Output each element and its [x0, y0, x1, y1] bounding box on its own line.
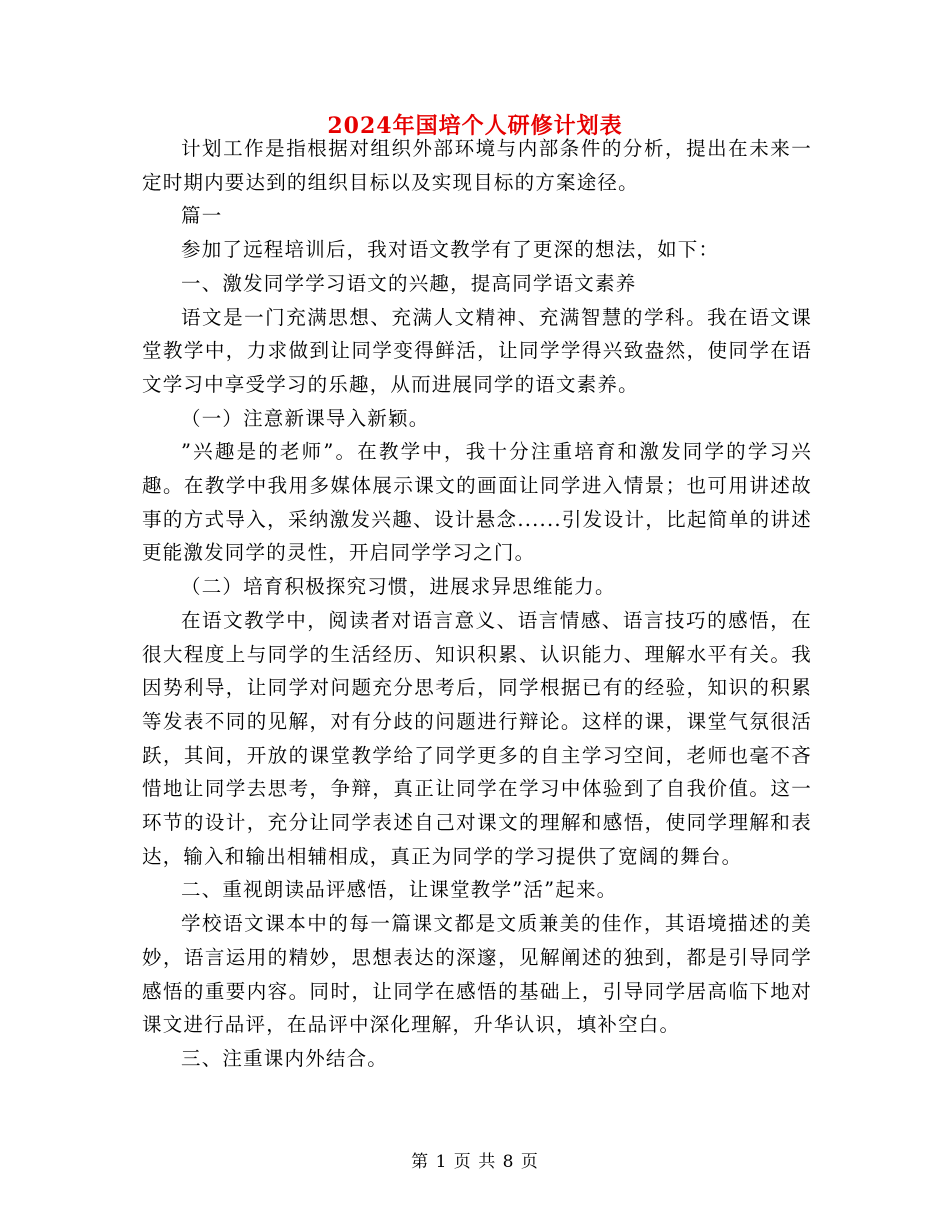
heading-three: 三、注重课内外结合。	[181, 1046, 389, 1070]
heading-one: 一、激发同学学习语文的兴趣，提高同学语文素养	[181, 271, 637, 295]
subheading: （一）注意新课导入新颖。	[181, 406, 430, 430]
paragraph: 学校语文课本中的每一篇课文都是文质兼美的佳作，其语境描述的美妙，语言运用的精妙，思想表达的深邃，见解阐述的独到，都是引导同学感悟的重要内容。同时，让同学在感悟的基础上，引导同学居高临下地对课文进行品评，在品评中深化理解，升华认识，填补空白。	[142, 912, 812, 1037]
paragraph: 在语文教学中，阅读者对语言意义、语言情感、语言技巧的感悟，在很大程度上与同学的生活经历、知识积累、认识能力、理解水平有关。我因势利导，让同学对问题充分思考后，同学根据已有的经验，知识的积累等发表不同的见解，对有分歧的问题进行辩论。这样的课，课堂气氛很活跃，其间，开放的课堂教学给了同学更多的自主学习空间，老师也毫不吝惜地让同学去思考，争辩，真正让同学在学习中体验到了自我价值。这一环节的设计，充分让同学表述自己对课文的理解和感悟，使同学理解和表达，输入和输出相辅相成，真正为同学的学习提供了宽阔的舞台。	[142, 608, 812, 868]
section-label: 篇一	[181, 204, 223, 228]
heading-two: 二、重视朗读品评感悟，让课堂教学”活”起来。	[181, 878, 618, 902]
paragraph: 参加了远程培训后，我对语文教学有了更深的想法，如下：	[181, 238, 720, 262]
document-body	[142, 132, 812, 1076]
paragraph: ”兴趣是的老师”。在教学中，我十分注重培育和激发同学的学习兴趣。在教学中我用多媒体展示课文的画面让同学进入情景；也可用讲述故事的方式导入，采纳激发兴趣、设计悬念......引发设计，比起简单的讲述更能激发同学的灵性，开启同学学习之门。	[142, 440, 812, 565]
subheading: （二）培育积极探究习惯，进展求异思维能力。	[181, 575, 616, 599]
paragraph-intro: 计划工作是指根据对组织外部环境与内部条件的分析，提出在未来一定时期内要达到的组织目标以及实现目标的方案途径。	[142, 137, 812, 194]
page-footer: 第 1 页 共 8 页	[411, 1152, 539, 1172]
document-title: 2024年国培个人研修计划表	[327, 113, 623, 139]
paragraph: 语文是一门充满思想、充满人文精神、充满智慧的学科。我在语文课堂教学中，力求做到让同学变得鲜活，让同学学得兴致盎然，使同学在语文学习中享受学习的乐趣，从而进展同学的语文素养。	[142, 305, 812, 396]
